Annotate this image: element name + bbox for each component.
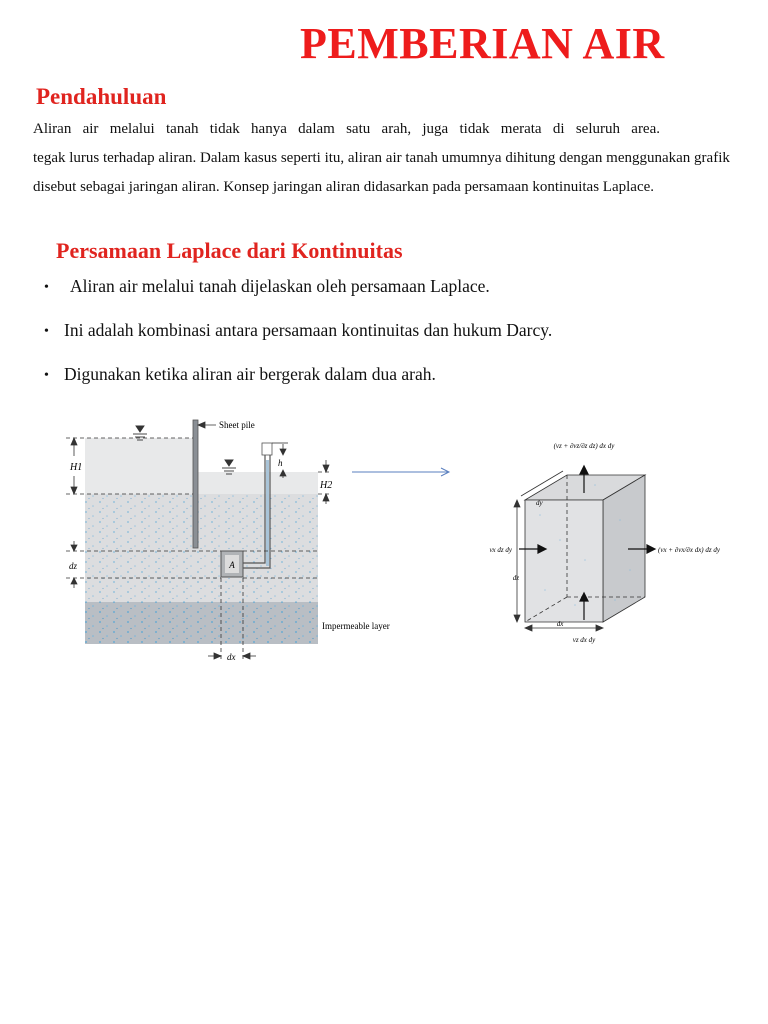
bullet-dot-icon: •	[44, 368, 49, 383]
h1-label: H1	[70, 462, 83, 473]
bullet-dot-icon: •	[44, 280, 49, 295]
intro-word: tidak	[459, 121, 490, 137]
sheet-pile	[193, 420, 198, 548]
bullet-item: • Ini adalah kombinasi antara persamaan kontinuitas dan hukum Darcy.	[44, 320, 553, 340]
sheet-pile-label: Sheet pile	[219, 420, 255, 430]
intro-word: merata	[500, 121, 542, 137]
arrow-right-icon	[350, 465, 452, 479]
bullet-item: • Digunakan ketika aliran air bergerak dalam dua arah.	[44, 364, 436, 384]
element-a-label: A	[229, 560, 235, 570]
intro-word: dalam	[298, 121, 335, 137]
intro-line-3: disebut sebagai jaringan aliran. Konsep jaringan aliran didasarkan pada persamaan kontinuitas Laplace.	[33, 179, 655, 195]
upstream-water	[85, 438, 195, 494]
laplace-heading: Persamaan Laplace dari Kontinuitas	[56, 238, 403, 263]
intro-heading: Pendahuluan	[36, 84, 167, 109]
intro-word: melalui	[109, 121, 155, 137]
intro-word: juga	[422, 121, 449, 137]
right-flux-label: (vx + ∂vx/∂x dx) dz dy	[658, 546, 720, 554]
dx-label: dx	[227, 652, 236, 662]
left-flux-label: vx dz dy	[489, 546, 512, 554]
intro-word: tidak	[209, 121, 240, 137]
intro-word: air	[82, 121, 99, 137]
impermeable-label: Impermeable layer	[322, 621, 390, 631]
intro-word: Aliran	[33, 121, 72, 137]
intro-word: di	[552, 121, 565, 137]
intro-paragraph	[33, 119, 768, 206]
cube-dx-label: dx	[556, 620, 564, 628]
dz-label: dz	[69, 561, 78, 571]
seepage-diagram	[60, 410, 420, 670]
bottom-flux-label: vz dx dy	[572, 636, 596, 644]
intro-line-1	[33, 119, 660, 148]
cube-dy-label: dy	[536, 499, 543, 507]
page-title: PEMBERIAN AIR	[300, 19, 665, 68]
intro-word: hanya	[251, 121, 287, 137]
h-label: h	[278, 458, 283, 468]
h2-label: H2	[320, 480, 333, 491]
intro-word: tanah	[166, 121, 199, 137]
cube-front-face	[525, 500, 603, 622]
bullet-item: • Aliran air melalui tanah dijelaskan oleh persamaan Laplace.	[44, 276, 490, 296]
intro-line-2: tegak lurus terhadap aliran. Dalam kasus seperti itu, aliran air tanah umumnya dihitung dengan menggunakan grafik	[33, 150, 730, 166]
intro-word: seluruh	[575, 121, 620, 137]
top-flux-label: (vz + ∂vz/∂z dz) dx dy	[553, 442, 615, 450]
bullet-dot-icon: •	[44, 324, 49, 339]
soil-element-diagram	[470, 425, 760, 650]
downstream-water	[198, 472, 318, 494]
intro-word: area.	[631, 121, 660, 137]
intro-word: arah,	[381, 121, 412, 137]
cube-dz-label: dz	[512, 574, 519, 582]
intro-word: satu	[346, 121, 371, 137]
